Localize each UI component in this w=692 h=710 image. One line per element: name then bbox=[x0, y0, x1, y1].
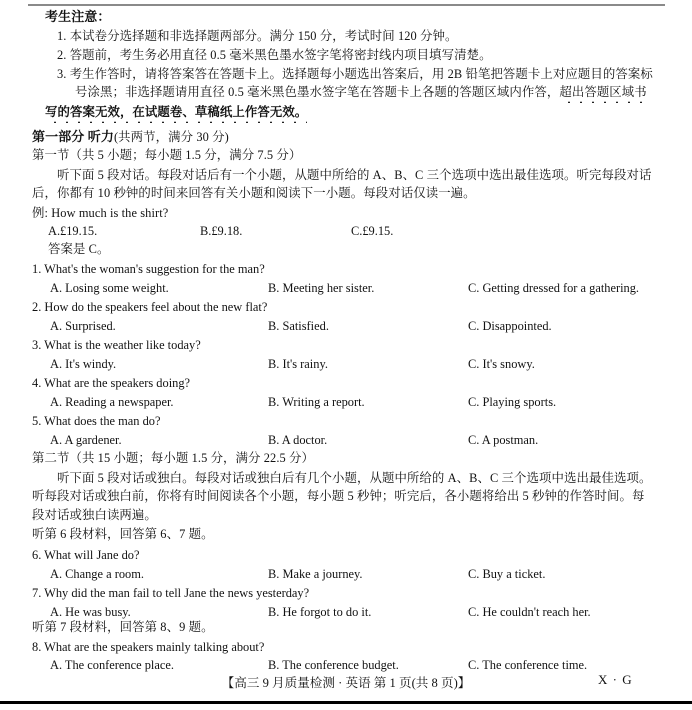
question-4-option-b[interactable]: B. Writing a report. bbox=[268, 395, 365, 409]
notice-item-3-line-2 bbox=[75, 85, 647, 99]
question-1-option-a[interactable]: A. Losing some weight. bbox=[50, 281, 169, 295]
question-3-option-a[interactable]: A. It's windy. bbox=[50, 357, 117, 371]
example-option-b[interactable]: B.£9.18. bbox=[200, 224, 243, 238]
section-1-instruction-line-2: 后，你都有 10 秒钟的时间来回答有关小题和阅读下一小题。每段对话仅读一遍。 bbox=[32, 186, 476, 200]
notice-item-3-emphasis-dotted: 超出答题区域书 bbox=[559, 85, 647, 99]
question-8-option-c[interactable]: C. The conference time. bbox=[468, 658, 588, 672]
notice-item-3-line-2-plain: 号涂黑；非选择题请用直径 0.5 毫米黑色墨水签字笔在答题卡上各题的答题区域内作答， bbox=[75, 85, 560, 99]
question-2-stem: 2. How do the speakers feel about the new flat? bbox=[32, 300, 268, 314]
question-5-option-b[interactable]: B. A doctor. bbox=[268, 433, 328, 447]
notice-item-3-line-3-emphasis-dotted: 写的答案无效，在试题卷、草稿纸上作答无效。 bbox=[45, 105, 308, 119]
question-8-option-b[interactable]: B. The conference budget. bbox=[268, 658, 399, 672]
question-6-stem: 6. What will Jane do? bbox=[32, 548, 140, 562]
question-7-option-b[interactable]: B. He forgot to do it. bbox=[268, 605, 372, 619]
section-2-instruction-line-3: 段对话或独白读两遍。 bbox=[32, 508, 157, 522]
question-5-stem: 5. What does the man do? bbox=[32, 414, 161, 428]
notice-item-2: 2. 答题前，考生务必用直径 0.5 毫米黑色墨水签字笔将密封线内项目填写清楚。 bbox=[57, 48, 492, 62]
page-footer-code: X · G bbox=[598, 672, 633, 687]
notice-heading: 考生注意： bbox=[45, 9, 111, 24]
question-8-stem: 8. What are the speakers mainly talking about? bbox=[32, 640, 265, 654]
question-3-stem: 3. What is the weather like today? bbox=[32, 338, 201, 352]
question-1-option-c[interactable]: C. Getting dressed for a gathering. bbox=[468, 281, 640, 295]
notice-item-1: 1. 本试卷分选择题和非选择题两部分。满分 150 分，考试时间 120 分钟。 bbox=[57, 29, 458, 43]
section-2-instruction-line-2: 听每段对话或独白前，你将有时间阅读各个小题，每小题 5 秒钟；听完后，各小题将给出 5 秒钟的作答时间。每 bbox=[32, 489, 645, 503]
section-2-instruction-line-1: 听下面 5 段对话或独白。每段对话或独白后有几个小题，从题中所给的 A、B、C 三个选项中选出最佳选项。 bbox=[57, 471, 652, 485]
material-6-note: 听第 6 段材料，回答第 6、7 题。 bbox=[32, 527, 214, 541]
question-4-option-a[interactable]: A. Reading a newspaper. bbox=[50, 395, 174, 409]
question-1-option-b[interactable]: B. Meeting her sister. bbox=[268, 281, 375, 295]
example-option-a[interactable]: A.£19.15. bbox=[48, 224, 98, 238]
section-1-title: 第一节（共 5 小题；每小题 1.5 分，满分 7.5 分） bbox=[32, 148, 302, 162]
question-2-option-a[interactable]: A. Surprised. bbox=[50, 319, 116, 333]
example-option-c[interactable]: C.£9.15. bbox=[351, 224, 394, 238]
part-1-heading bbox=[32, 130, 229, 144]
question-7-stem: 7. Why did the man fail to tell Jane the news yesterday? bbox=[32, 586, 310, 600]
question-3-option-c[interactable]: C. It's snowy. bbox=[468, 357, 535, 371]
material-7-note: 听第 7 段材料，回答第 8、9 题。 bbox=[32, 620, 214, 634]
example-answer: 答案是 C。 bbox=[48, 242, 110, 256]
top-divider-rule bbox=[28, 4, 665, 6]
question-7-option-c[interactable]: C. He couldn't reach her. bbox=[468, 605, 591, 619]
bottom-divider-rule bbox=[0, 701, 692, 704]
question-6-option-c[interactable]: C. Buy a ticket. bbox=[468, 567, 546, 581]
part-1-heading-bold: 第一部分 听力 bbox=[32, 129, 114, 144]
question-5-option-c[interactable]: C. A postman. bbox=[468, 433, 539, 447]
example-question: 例: How much is the shirt? bbox=[32, 206, 169, 220]
section-1-instruction-line-1: 听下面 5 段对话。每段对话后有一个小题，从题中所给的 A、B、C 三个选项中选出最佳选项。听完每段对话 bbox=[57, 168, 652, 182]
question-4-option-c[interactable]: C. Playing sports. bbox=[468, 395, 557, 409]
notice-item-3-line-1: 3. 考生作答时，请将答案答在答题卡上。选择题每小题选出答案后，用 2B 铅笔把答题卡上对应题目的答案标 bbox=[57, 67, 653, 81]
question-1-stem: 1. What's the woman's suggestion for the man? bbox=[32, 262, 265, 276]
question-7-option-a[interactable]: A. He was busy. bbox=[50, 605, 131, 619]
question-6-option-a[interactable]: A. Change a room. bbox=[50, 567, 144, 581]
question-8-option-a[interactable]: A. The conference place. bbox=[50, 658, 174, 672]
section-2-title: 第二节（共 15 小题；每小题 1.5 分，满分 22.5 分） bbox=[32, 451, 314, 465]
question-6-option-b[interactable]: B. Make a journey. bbox=[268, 567, 363, 581]
notice-item-3-line-3 bbox=[45, 105, 307, 119]
question-3-option-b[interactable]: B. It's rainy. bbox=[268, 357, 328, 371]
question-2-option-c[interactable]: C. Disappointed. bbox=[468, 319, 552, 333]
question-4-stem: 4. What are the speakers doing? bbox=[32, 376, 191, 390]
part-1-heading-rest: (共两节，满分 30 分) bbox=[113, 130, 229, 144]
question-5-option-a[interactable]: A. A gardener. bbox=[50, 433, 122, 447]
question-2-option-b[interactable]: B. Satisfied. bbox=[268, 319, 329, 333]
page-footer-center: 【高三 9 月质量检测 · 英语 第 1 页(共 8 页)】 bbox=[221, 676, 471, 690]
